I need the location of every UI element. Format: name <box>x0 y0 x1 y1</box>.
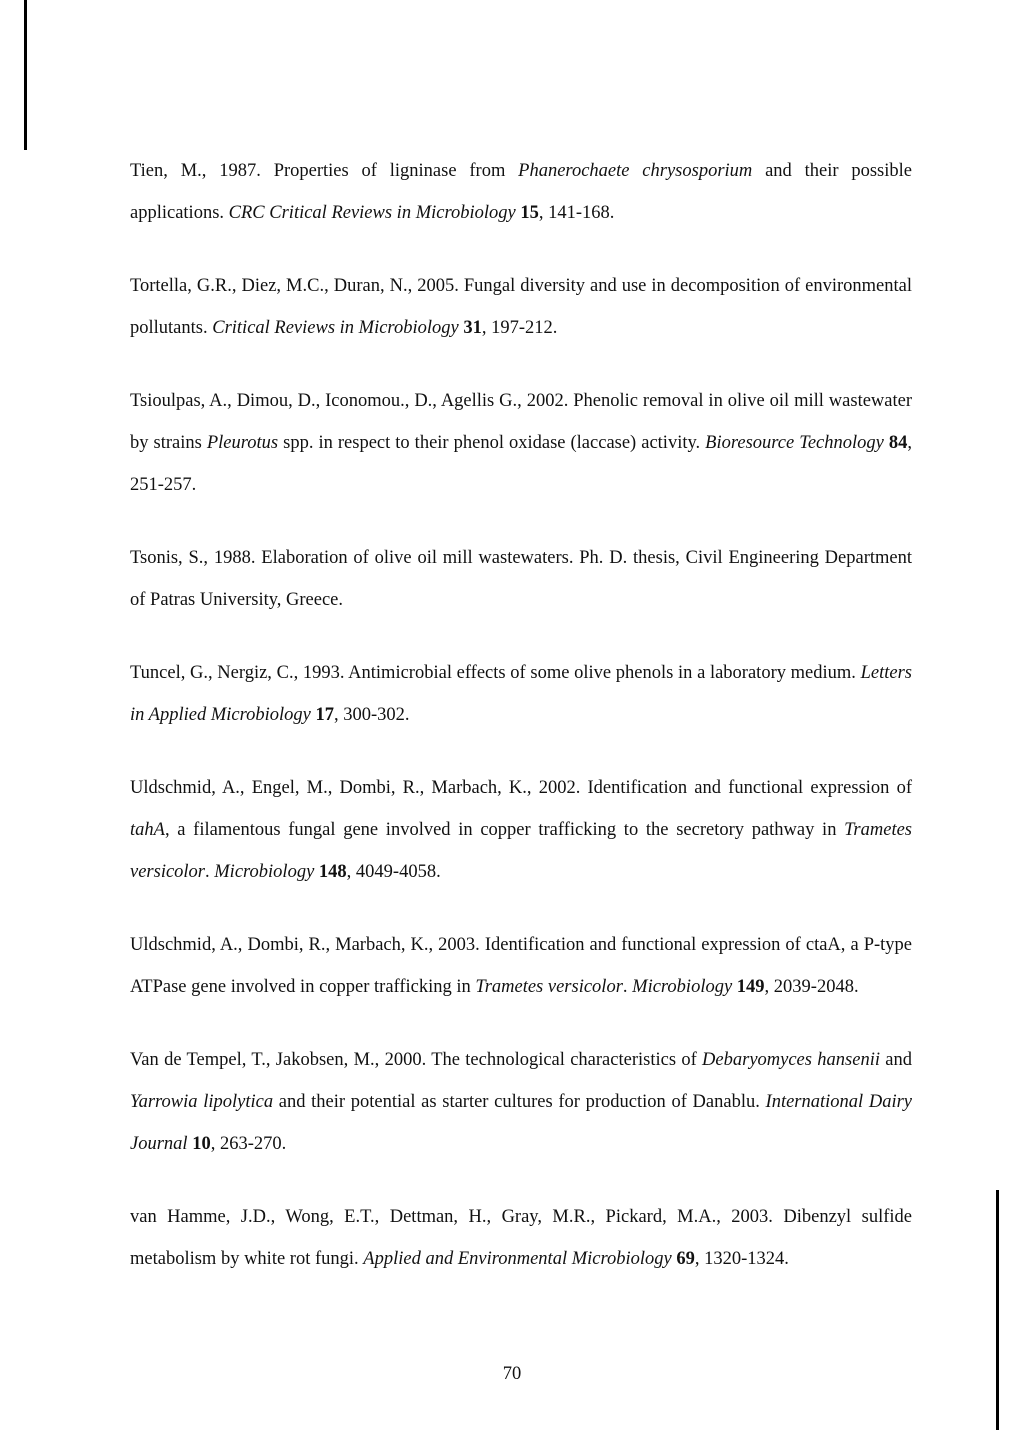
ref-title-italic-2: Yarrowia lipolytica <box>130 1092 274 1112</box>
ref-journal: Microbiology <box>214 862 315 882</box>
ref-title: Antimicrobial effects of some olive phenols in a laboratory medium. <box>348 663 861 683</box>
ref-pages: , 1320-1324. <box>694 1249 789 1269</box>
ref-volume: 31 <box>463 318 482 338</box>
ref-pages: , 197-212. <box>481 318 558 338</box>
ref-pages: , 300-302. <box>334 705 410 725</box>
ref-title: The technological characteristics of <box>431 1050 703 1070</box>
ref-title: Properties of ligninase from <box>273 161 519 181</box>
ref-journal: International Dairy Journal <box>130 1092 913 1154</box>
ref-volume: 84 <box>888 433 908 453</box>
ref-title: Elaboration of olive oil mill wastewaters. Ph. D. thesis, Civil Engineering Department of Patras University, Greece. <box>130 548 913 610</box>
ref-pages: , 251-257. <box>130 433 913 495</box>
ref-title-italic: Pleurotus <box>206 433 279 453</box>
ref-title: Identification and functional expression of ctaA, a P-type ATPase gene involved in copper trafficking in <box>130 935 912 997</box>
reference-entry <box>130 537 912 621</box>
ref-title: Fungal diversity and use in decomposition of environmental pollutants. <box>130 276 913 338</box>
ref-volume: 149 <box>736 977 765 997</box>
ref-authors: Tien, M., 1987. <box>130 161 274 181</box>
ref-authors: van Hamme, J.D., Wong, E.T., Dettman, H., Gray, M.R., Pickard, M.A., 2003. <box>130 1207 784 1227</box>
ref-title-rest-2: and their potential as starter cultures for production of Danablu. <box>273 1092 766 1112</box>
ref-title: Dibenzyl sulfide metabolism by white rot fungi. <box>130 1207 912 1269</box>
ref-title-rest: spp. in respect to their phenol oxidase (laccase) activity. <box>278 433 706 453</box>
reference-entry <box>130 150 912 234</box>
ref-journal: CRC Critical Reviews in Microbiology <box>228 203 516 223</box>
reference-entry <box>130 924 912 1008</box>
ref-title-italic: tahA <box>130 820 165 840</box>
reference-entry <box>130 767 912 893</box>
ref-pages: , 4049-4058. <box>346 862 441 882</box>
ref-volume: 17 <box>315 705 334 725</box>
ref-journal: Letters in Applied Microbiology <box>130 663 912 725</box>
ref-title-rest: and their possible applications. <box>130 161 912 223</box>
ref-authors: Uldschmid, A., Dombi, R., Marbach, K., 2003. <box>130 935 485 955</box>
ref-volume: 69 <box>676 1249 695 1269</box>
reference-list <box>130 150 912 1311</box>
reference-entry <box>130 652 912 736</box>
ref-authors: Van de Tempel, T., Jakobsen, M., 2000. <box>130 1050 432 1070</box>
ref-title: Phenolic removal in olive oil mill wastewater by strains <box>130 391 913 453</box>
ref-title: Identification and functional expression of <box>587 778 913 798</box>
ref-authors: Uldschmid, A., Engel, M., Dombi, R., Marbach, K., 2002. <box>130 778 588 798</box>
ref-volume: 15 <box>520 203 539 223</box>
ref-journal: Applied and Environmental Microbiology <box>363 1249 672 1269</box>
ref-journal: Microbiology <box>632 977 733 997</box>
page-number: 70 <box>502 1364 522 1384</box>
ref-pages: , 141-168. <box>538 203 615 223</box>
ref-title-rest: . <box>622 977 633 997</box>
ref-title-italic: Trametes versicolor <box>475 977 623 997</box>
ref-authors: Tuncel, G., Nergiz, C., 1993. <box>130 663 349 683</box>
ref-authors: Tsonis, S., 1988. <box>130 548 262 568</box>
ref-authors: Tortella, G.R., Diez, M.C., Duran, N., 2005. <box>130 276 464 296</box>
reference-entry <box>130 1039 912 1165</box>
ref-title-italic: Debaryomyces hansenii <box>702 1050 880 1070</box>
ref-journal: Bioresource Technology <box>705 433 884 453</box>
scan-edge-line-right <box>996 1190 999 1430</box>
ref-title-italic-2: Trametes versicolor <box>130 820 912 882</box>
ref-title-rest: and <box>879 1050 913 1070</box>
ref-authors: Tsioulpas, A., Dimou, D., Iconomou., D., Agellis G., 2002. <box>130 391 574 411</box>
ref-title-rest-2: . <box>205 862 215 882</box>
ref-pages: , 263-270. <box>210 1134 287 1154</box>
ref-journal: Critical Reviews in Microbiology <box>212 318 459 338</box>
reference-entry <box>130 265 912 349</box>
ref-title-italic: Phanerochaete chrysosporium <box>518 161 753 181</box>
ref-title-rest: , a filamentous fungal gene involved in copper trafficking to the secretory pathway in <box>164 820 845 840</box>
ref-pages: , 2039-2048. <box>764 977 859 997</box>
ref-volume: 148 <box>318 862 347 882</box>
scan-edge-line-left <box>24 0 27 150</box>
reference-entry <box>130 1196 912 1280</box>
ref-volume: 10 <box>192 1134 211 1154</box>
reference-entry <box>130 380 912 506</box>
